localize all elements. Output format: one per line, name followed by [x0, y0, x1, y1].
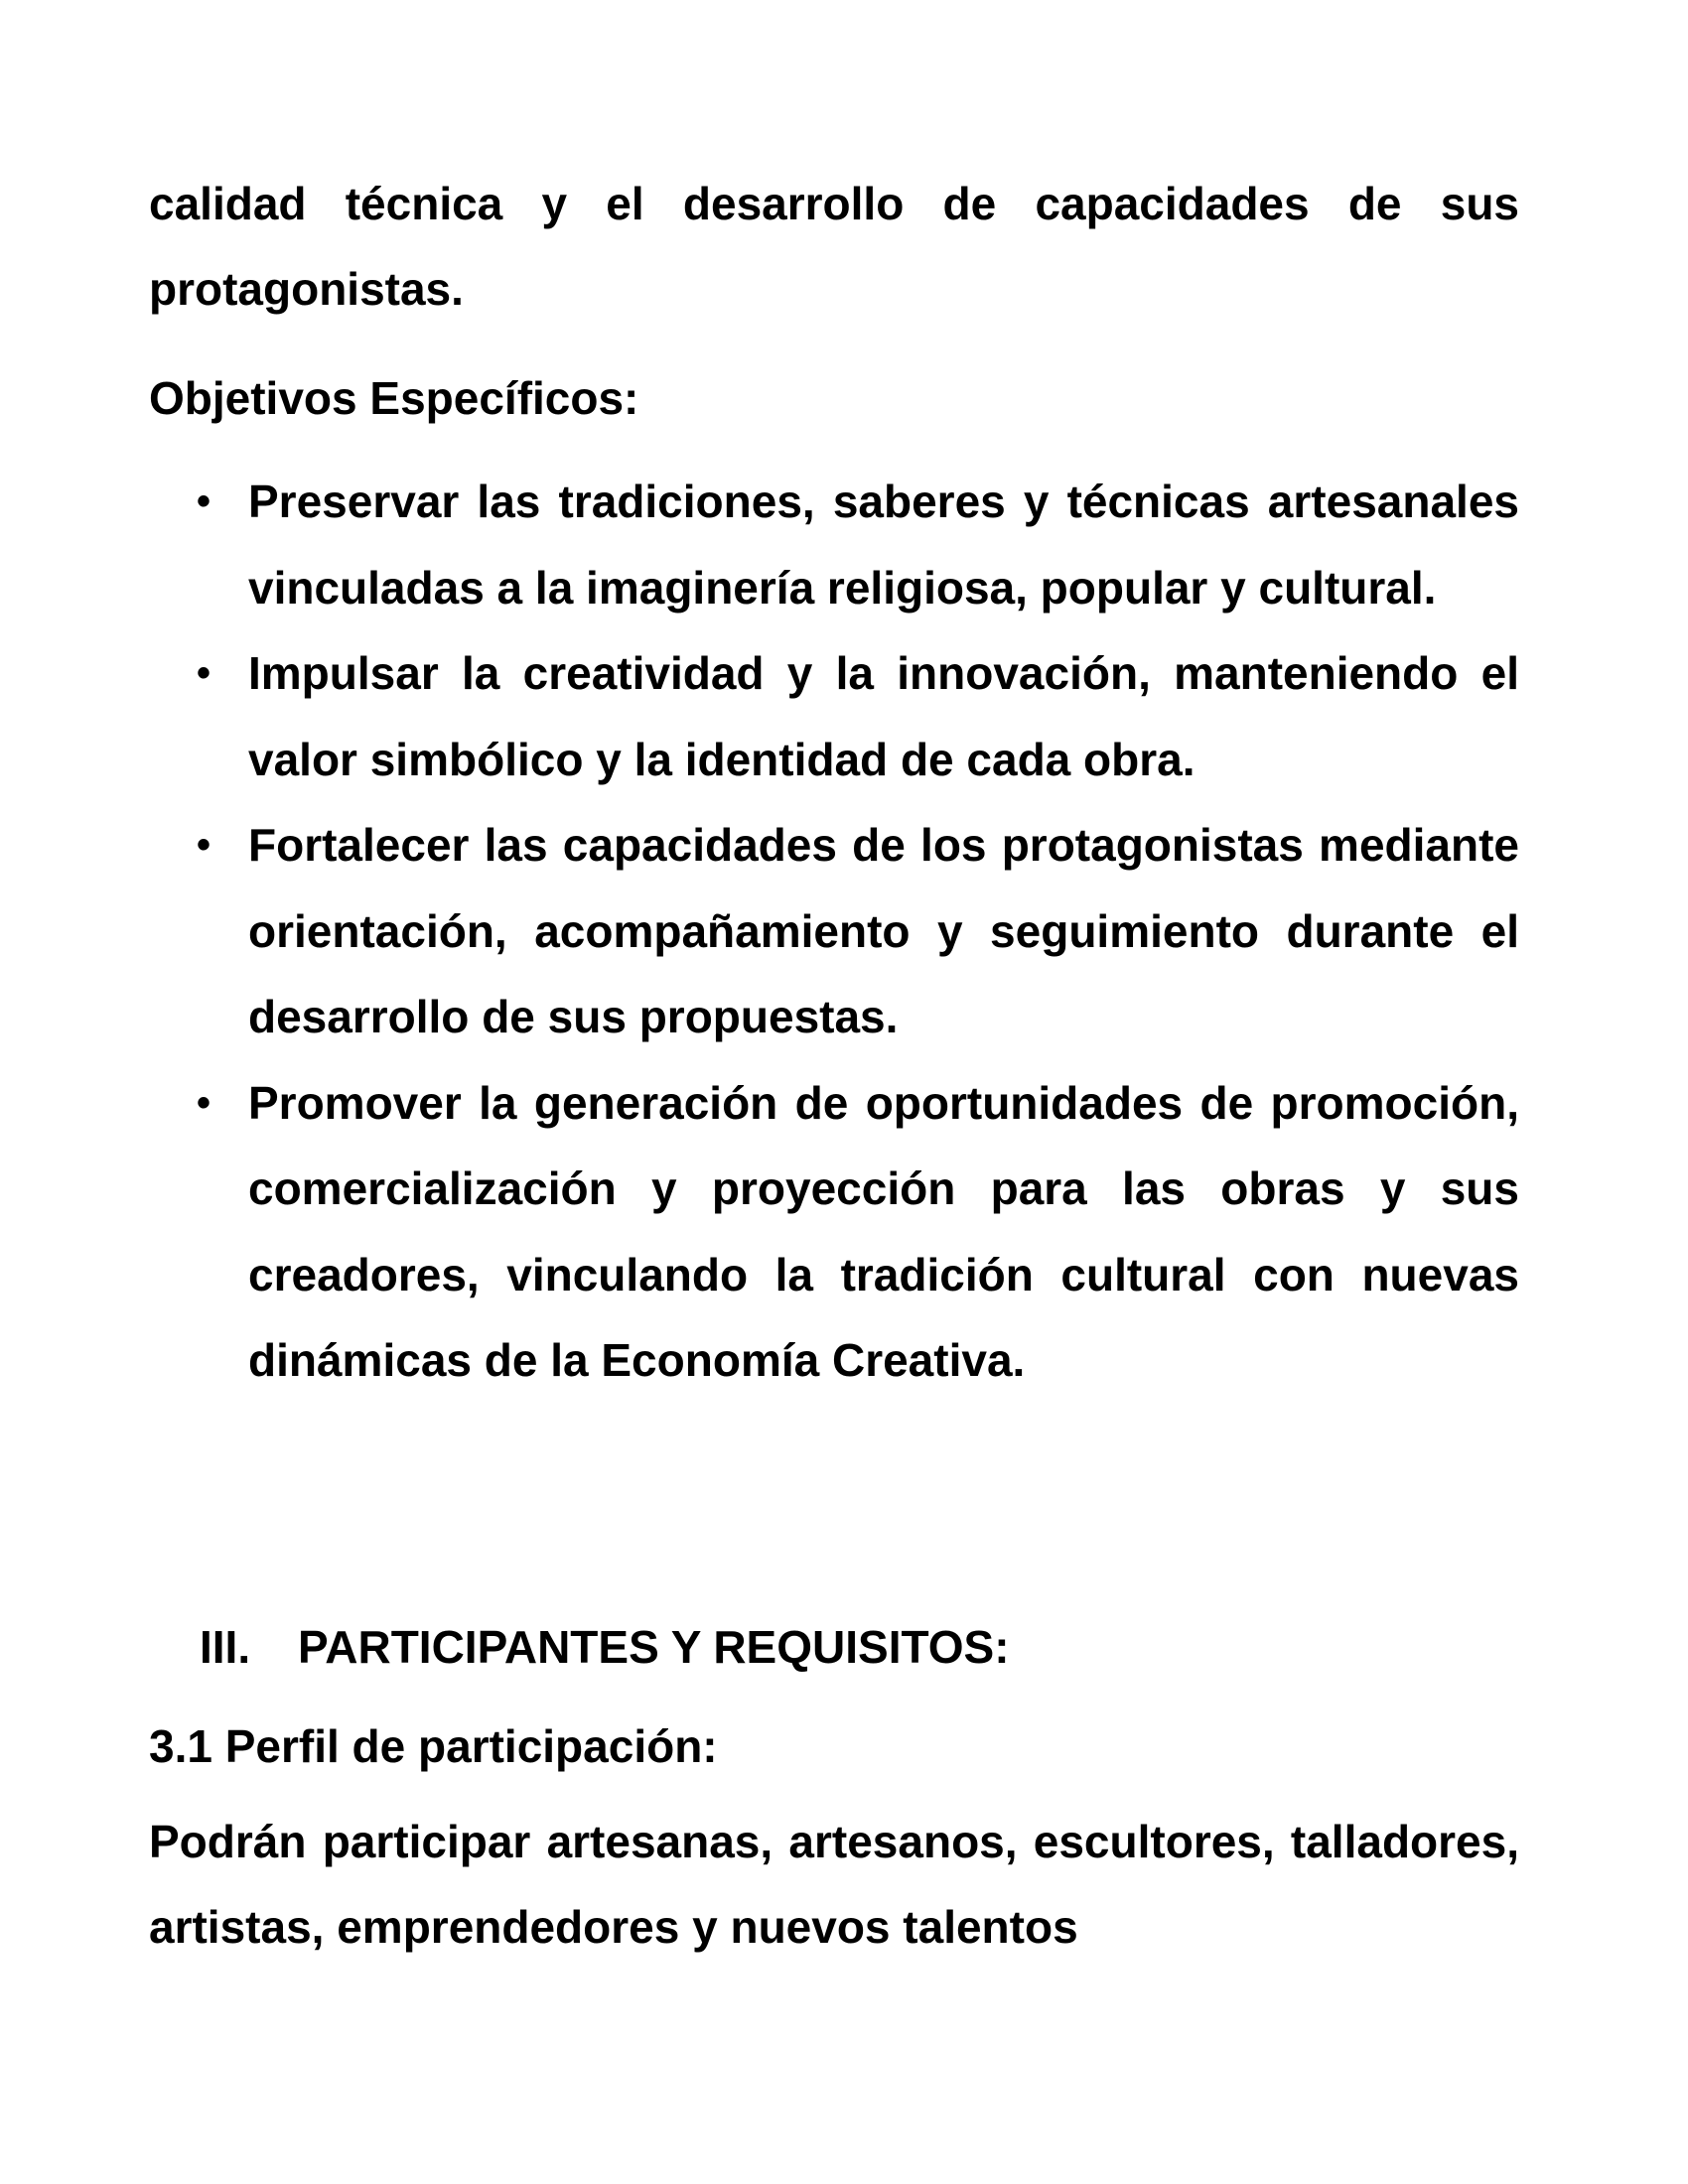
list-item [149, 459, 1519, 630]
objective-text: Fortalecer las capacidades de los protagonistas mediante orientación, acompañamiento y seguimiento durante el desarrollo de sus propuestas. [248, 819, 1519, 1042]
objectives-list [149, 459, 1519, 1404]
list-item [149, 802, 1519, 1060]
objectives-heading: Objetivos Específicos: [149, 372, 639, 424]
participation-paragraph: Podrán participar artesanas, artesanos, escultores, talladores, artistas, emprendedores y nuevos talentos [149, 1816, 1519, 1953]
section-title: PARTICIPANTES Y REQUISITOS: [298, 1621, 1010, 1673]
bullet-icon: • [197, 479, 211, 523]
objective-text: Promover la generación de oportunidades de promoción, comercialización y proyección para las obras y sus creadores, vinculando la tradición cultural con nuevas dinámicas de la Economía Creativa. [248, 1076, 1519, 1386]
subsection-heading: 3.1 Perfil de participación: [149, 1720, 718, 1772]
bullet-icon: • [197, 1080, 211, 1125]
section-number: III. [200, 1621, 251, 1673]
objective-text: Preservar las tradiciones, saberes y técnicas artesanales vinculadas a la imaginería religiosa, popular y cultural. [248, 476, 1519, 614]
intro-paragraph: calidad técnica y el desarrollo de capacidades de sus protagonistas. [149, 178, 1519, 315]
bullet-icon: • [197, 651, 211, 695]
objective-text: Impulsar la creatividad y la innovación, manteniendo el valor simbólico y la identidad de cada obra. [248, 647, 1519, 785]
list-item [149, 630, 1519, 802]
list-item [149, 1060, 1519, 1404]
bullet-icon: • [197, 823, 211, 867]
